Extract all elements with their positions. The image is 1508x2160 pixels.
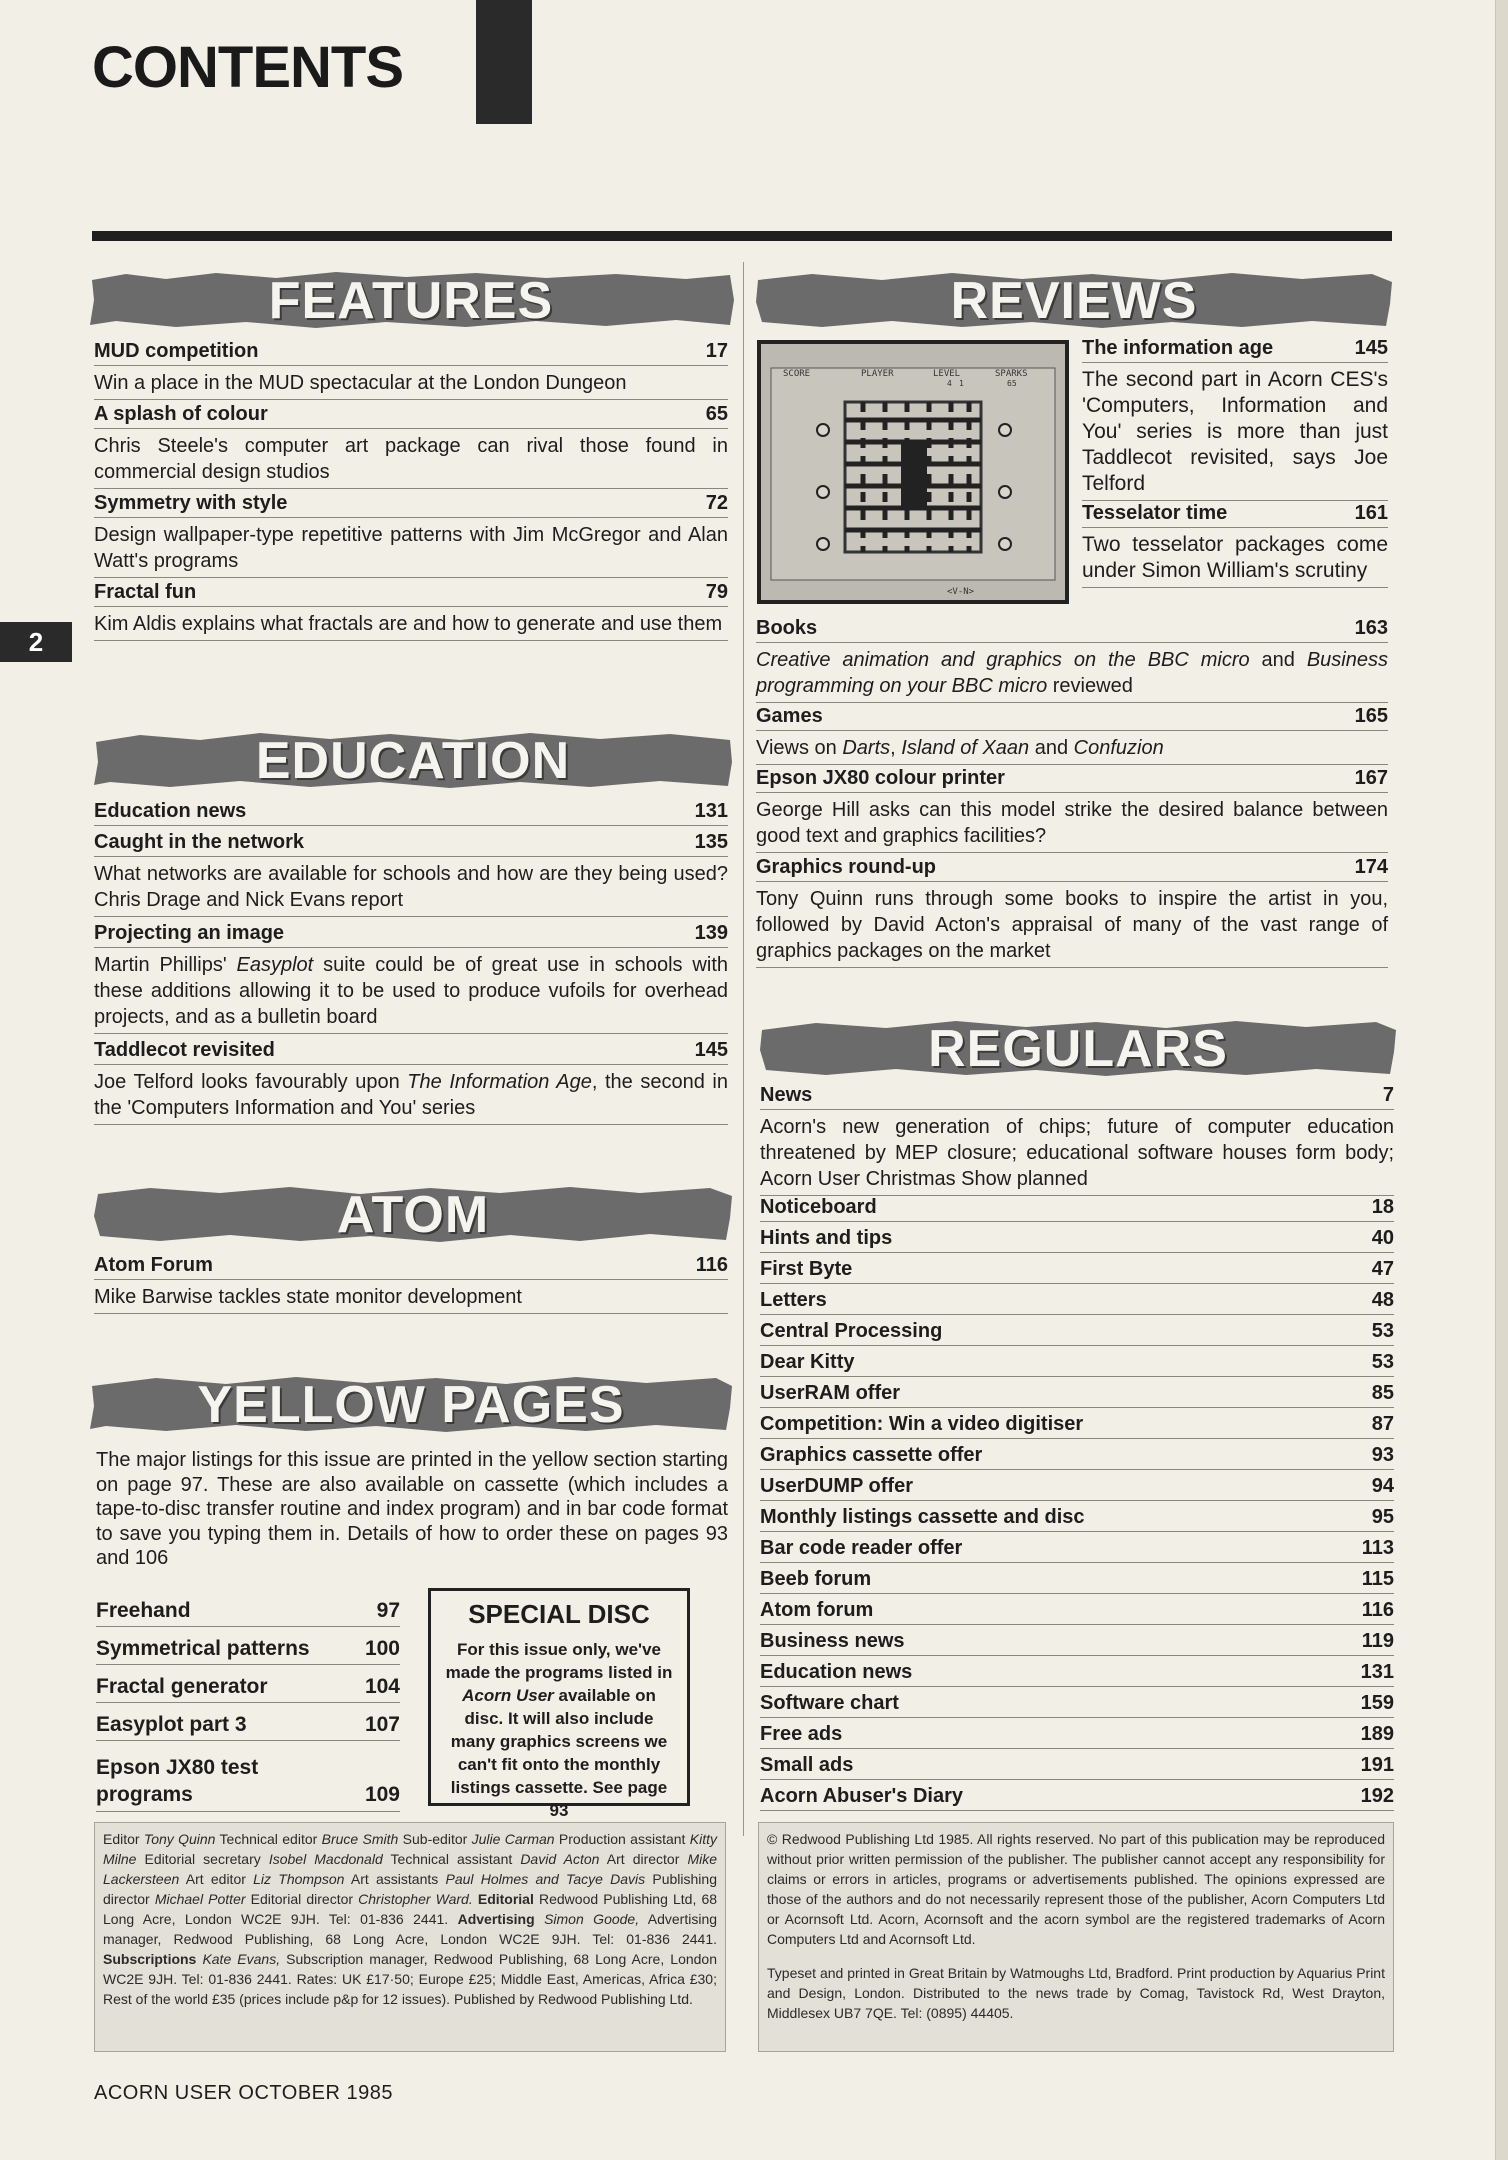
entry-desc: What networks are available for schools and how are they being used? Chris Drage and Nick Evans report: [94, 861, 728, 917]
education-heading: EDUCATION: [255, 732, 571, 790]
regular-row: Bar code reader offer 113: [760, 1537, 1394, 1563]
education-banner: [90, 730, 736, 790]
printer-text: Typeset and printed in Great Britain by Watmoughs Ltd, Bradford. Print production by Aquarius Print and Design, London. Distributed to the news trade by Comag, Tavistock Rd, West Drayton, Middlesex UB7 7QE. Tel: (0895) 44405.: [767, 1965, 1385, 2021]
atom-heading: ATOM: [336, 1186, 490, 1244]
listing-row: Epson JX80 test programs 109: [96, 1754, 400, 1812]
game-screenshot: [757, 340, 1069, 604]
regular-row: UserDUMP offer 94: [760, 1475, 1394, 1501]
regular-row: Central Processing 53: [760, 1320, 1394, 1346]
top-rule: [92, 231, 1392, 241]
regular-row: Acorn Abuser's Diary 192: [760, 1785, 1394, 1811]
screen-bottom-text: <V-N>: [947, 587, 975, 597]
reviews-heading: REVIEWS: [950, 272, 1198, 330]
entry-page: 72: [705, 492, 728, 514]
entry-desc: Acorn's new generation of chips; future of computer education threatened by MEP closure; educational software houses form body; Acorn User Christmas Show planned: [760, 1114, 1394, 1196]
credits-box: [94, 1822, 726, 2052]
screen-label: SCORE: [783, 369, 811, 379]
feature-entry: [94, 581, 728, 641]
regular-row: Dear Kitty 53: [760, 1351, 1394, 1377]
atom-banner: [90, 1184, 736, 1244]
special-disc-body: For this issue only, we've made the programs listed in Acorn User available on disc. It will also include many graphics screens we can't fit onto the monthly listings cassette. See page 93: [445, 1640, 673, 1820]
education-entry: [94, 1039, 728, 1125]
yellow-pages-heading: YELLOW PAGES: [197, 1376, 625, 1434]
entry-title: Projecting an image: [94, 922, 285, 944]
regular-row: Atom forum 116: [760, 1599, 1394, 1625]
feature-entry: [94, 340, 728, 400]
entry-title: A splash of colour: [94, 403, 268, 425]
screen-value: 1: [959, 379, 964, 388]
regular-row: Graphics cassette offer 93: [760, 1444, 1394, 1470]
listing-row: Fractal generator 104: [96, 1675, 400, 1703]
entry-title: Caught in the network: [94, 831, 304, 853]
entry-desc: George Hill asks can this model strike the desired balance between good text and graphics facilities?: [756, 797, 1388, 853]
entry-desc: Tony Quinn runs through some books to inspire the artist in you, followed by David Acton's appraisal of many of the vast range of graphics packages on the market: [756, 886, 1388, 968]
entry-title: News: [760, 1084, 813, 1106]
entry-page: 131: [694, 800, 728, 822]
title-block: [476, 0, 532, 124]
entry-desc: Joe Telford looks favourably upon The Information Age, the second in the 'Computers Information and You' series: [94, 1069, 728, 1125]
copyright-box: [758, 1822, 1394, 2052]
regular-row: Business news 119: [760, 1630, 1394, 1656]
regular-row: Competition: Win a video digitiser 87: [760, 1413, 1394, 1439]
regular-row: Noticeboard 18: [760, 1196, 1394, 1222]
special-disc-box: [428, 1588, 690, 1820]
review-entry: [756, 767, 1388, 853]
entry-title: Epson JX80 colour printer: [756, 767, 1005, 789]
entry-title: MUD competition: [94, 340, 259, 362]
entry-title: Fractal fun: [94, 581, 197, 603]
regular-row: Hints and tips 40: [760, 1227, 1394, 1253]
entry-page: 165: [1354, 705, 1388, 727]
entry-title: Atom Forum: [94, 1254, 213, 1276]
entry-page: 116: [695, 1254, 728, 1276]
entry-page: 7: [1382, 1084, 1394, 1106]
column-divider: [743, 262, 744, 1836]
feature-entry: [94, 492, 728, 578]
education-entry: [94, 800, 728, 826]
yellow-pages-intro: The major listings for this issue are printed in the yellow section starting on page 97. These are also available on cassette (which includes a tape-to-disc transfer routine and index program) and in bar code format to save you typing them in. Details of how to order these on pages 93 and 106: [96, 1449, 728, 1569]
regular-row: Beeb forum 115: [760, 1568, 1394, 1594]
entry-title: Taddlecot revisited: [94, 1039, 275, 1061]
page-title: CONTENTS: [92, 35, 403, 100]
regulars-heading: REGULARS: [928, 1020, 1228, 1078]
entry-page: 167: [1354, 767, 1388, 789]
listing-row: Freehand 97: [96, 1599, 400, 1627]
entry-title: The information age: [1082, 337, 1274, 359]
regular-row: Small ads 191: [760, 1754, 1394, 1780]
credits-text: Editor Tony Quinn Technical editor Bruce Smith Sub-editor Julie Carman Production assistant Kitty Milne Editorial secretary Isobel Macdonald Technical assistant David Acton Art director Mike Lackersteen Art editor Liz Thompson Art assistants Paul Holmes and Tacye Davis Publishing director Michael Potter Editorial director Christopher Ward. Editorial Redwood Publishing Ltd, 68 Long Acre, London WC2E 9JH. Tel: 01-836 2441. Advertising Simon Goode, Advertising manager, Redwood Publishing, 68 Long Acre, London WC2E 9JH. Tel: 01-836 2441. Subscriptions Kate Evans, Subscription manager, Redwood Publishing, 68 Long Acre, London WC2E 9JH. Tel: 01-836 2441. Rates: UK £17·50; Europe £25; Middle East, Americas, Africa £30; Rest of the world £35 (prices include p&p for 12 issues). Published by Redwood Publishing Ltd.: [103, 1831, 718, 2007]
screen-value: 65: [1007, 379, 1017, 388]
entry-page: 17: [705, 340, 728, 362]
entry-title: Tesselator time: [1082, 502, 1228, 524]
entry-page: 161: [1354, 502, 1388, 524]
maze-core: [901, 444, 927, 508]
screen-label: PLAYER: [861, 369, 894, 379]
regulars-banner: [756, 1018, 1400, 1078]
regular-row: Software chart 159: [760, 1692, 1394, 1718]
special-disc-title: SPECIAL DISC: [468, 1599, 650, 1629]
regular-row: Education news 131: [760, 1661, 1394, 1687]
screen-label: SPARKS: [995, 369, 1028, 379]
regular-row: Free ads 189: [760, 1723, 1394, 1749]
entry-desc: Two tesselator packages come under Simon William's scrutiny: [1082, 532, 1388, 588]
entry-page: 145: [694, 1039, 728, 1061]
entry-title: Symmetry with style: [94, 492, 288, 514]
review-entry: [756, 705, 1388, 765]
entry-desc: Kim Aldis explains what fractals are and how to generate and use them: [94, 611, 728, 641]
regular-row: Monthly listings cassette and disc 95: [760, 1506, 1394, 1532]
issue-footer: ACORN USER OCTOBER 1985: [94, 2082, 393, 2104]
entry-page: 139: [694, 922, 728, 944]
listing-row: Symmetrical patterns 100: [96, 1637, 400, 1665]
screen-value: 4: [947, 379, 952, 388]
features-banner: [86, 270, 736, 330]
regular-news-entry: [760, 1084, 1394, 1196]
entry-title: Education news: [94, 800, 247, 822]
yellow-pages-banner: [86, 1374, 736, 1434]
entry-page: 174: [1354, 856, 1388, 878]
entry-desc: Chris Steele's computer art package can rival those found in commercial design studios: [94, 433, 728, 489]
education-entry: [94, 831, 728, 917]
entry-desc: Martin Phillips' Easyplot suite could be of great use in schools with these additions allowing it to be used to produce vufoils for overhead projects, and as a bulletin board: [94, 952, 728, 1034]
listing-row: Easyplot part 3 107: [96, 1713, 400, 1741]
review-entry: [1082, 337, 1388, 501]
review-entry: [756, 617, 1388, 703]
atom-entry: [94, 1254, 728, 1314]
entry-page: 79: [705, 581, 728, 603]
entry-desc: Win a place in the MUD spectacular at the London Dungeon: [94, 370, 728, 400]
entry-page: 163: [1354, 617, 1388, 639]
regular-row: UserRAM offer 85: [760, 1382, 1394, 1408]
entry-desc: Design wallpaper-type repetitive patterns with Jim McGregor and Alan Watt's programs: [94, 522, 728, 578]
copyright-text: © Redwood Publishing Ltd 1985. All rights reserved. No part of this publication may be reproduced without prior written permission of the publisher. The publisher cannot accept any responsibility for claims or errors in articles, programs or advertisements published. The opinions expressed are those of the authors and do not necessarily represent those of the publisher, Acorn Computers Ltd or Acornsoft Ltd. Acorn, Acornsoft and the acorn symbol are the registered trademarks of Acorn Computers Ltd and Acornsoft Ltd.: [767, 1831, 1385, 1947]
entry-title: Games: [756, 705, 823, 727]
features-heading: FEATURES: [268, 272, 554, 330]
entry-desc: The second part in Acorn CES's 'Computers, Information and You' series is more than just Taddlecot revisited, says Joe Telford: [1082, 367, 1388, 501]
regular-row: Letters 48: [760, 1289, 1394, 1315]
entry-title: Graphics round-up: [756, 856, 936, 878]
screen-label: LEVEL: [933, 369, 961, 379]
entry-desc: Creative animation and graphics on the BBC micro and Business programming on your BBC micro reviewed: [756, 647, 1388, 703]
education-entry: [94, 922, 728, 1034]
review-entry: [756, 856, 1388, 968]
entry-page: 65: [705, 403, 728, 425]
entry-desc: Mike Barwise tackles state monitor development: [94, 1284, 728, 1314]
entry-title: Books: [756, 617, 818, 639]
entry-desc: Views on Darts, Island of Xaan and Confuzion: [756, 735, 1388, 765]
entry-page: 145: [1354, 337, 1388, 359]
page-number-tab: 2: [0, 622, 72, 662]
page-edge: [1495, 0, 1508, 2160]
feature-entry: [94, 403, 728, 489]
entry-page: 135: [694, 831, 728, 853]
review-entry: [1082, 502, 1388, 588]
regular-row: First Byte 47: [760, 1258, 1394, 1284]
reviews-banner: [752, 270, 1396, 330]
